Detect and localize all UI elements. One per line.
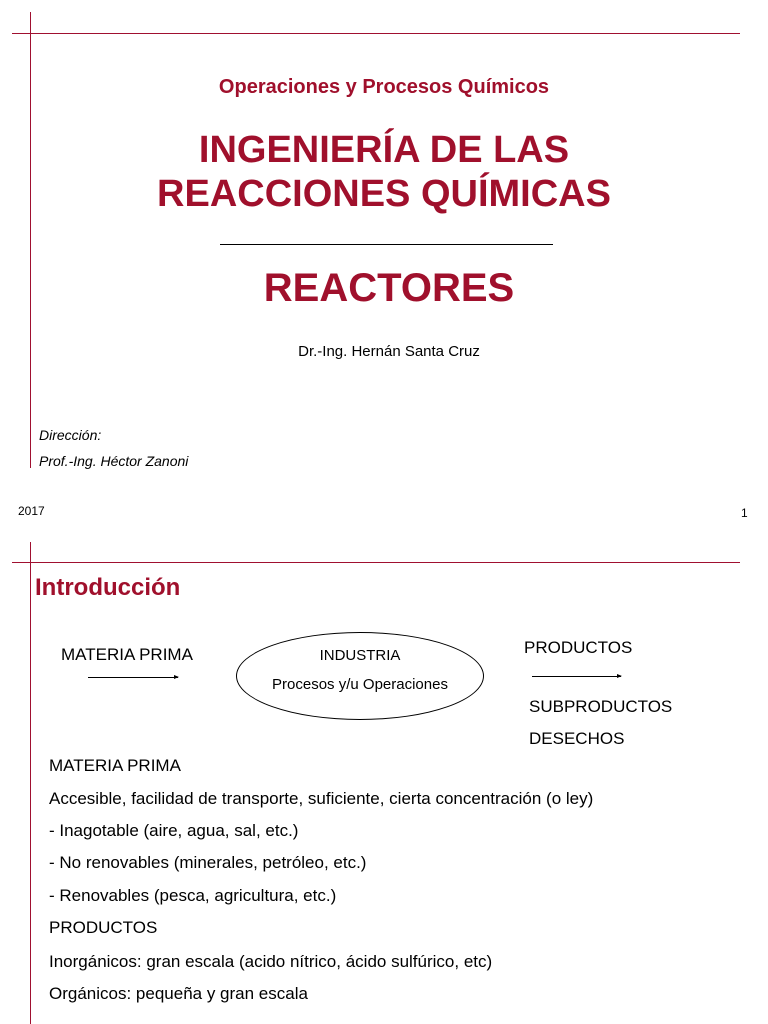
content-line: - No renovables (minerales, petróleo, etc.) [49,853,367,872]
slide2-left-rule [30,542,31,1024]
slide1-top-rule [12,33,740,34]
year: 2017 [18,504,45,518]
input-arrow [88,677,178,678]
content-line: Accesible, facilidad de transporte, suficiente, cierta concentración (o ley) [49,789,594,808]
output-subproductos: SUBPRODUCTOS [529,697,673,716]
content-line: - Renovables (pesca, agricultura, etc.) [49,886,337,905]
author: Dr.-Ing. Hernán Santa Cruz [298,343,480,360]
output-productos: PRODUCTOS [524,638,633,657]
main-title-line-2: REACCIONES QUÍMICAS [157,173,611,215]
output-desechos: DESECHOS [529,729,625,748]
content-line: MATERIA PRIMA [49,756,181,775]
main-title [0,128,768,216]
page-number: 1 [741,506,748,520]
main-title-line-1: INGENIERÍA DE LAS [198,129,570,171]
subtitle: REACTORES [263,266,515,310]
content-line: Inorgánicos: gran escala (acido nítrico, ácido sulfúrico, etc) [49,952,493,971]
output-arrow [532,676,621,677]
slide2-top-rule [12,562,740,563]
content-line: PRODUCTOS [49,918,158,937]
section-heading: Introducción [35,574,181,601]
diagram-input-label: MATERIA PRIMA [61,645,193,664]
content-line: Orgánicos: pequeña y gran escala [49,984,308,1003]
title-separator [220,244,553,245]
content-line: - Inagotable (aire, agua, sal, etc.) [49,821,299,840]
director-name: Prof.-Ing. Héctor Zanoni [39,453,189,469]
industry-title: INDUSTRIA [319,647,401,664]
course-title: Operaciones y Procesos Químicos [218,76,550,98]
industry-subtitle: Procesos y/u Operaciones [272,676,448,693]
direction-label: Dirección: [39,427,102,443]
